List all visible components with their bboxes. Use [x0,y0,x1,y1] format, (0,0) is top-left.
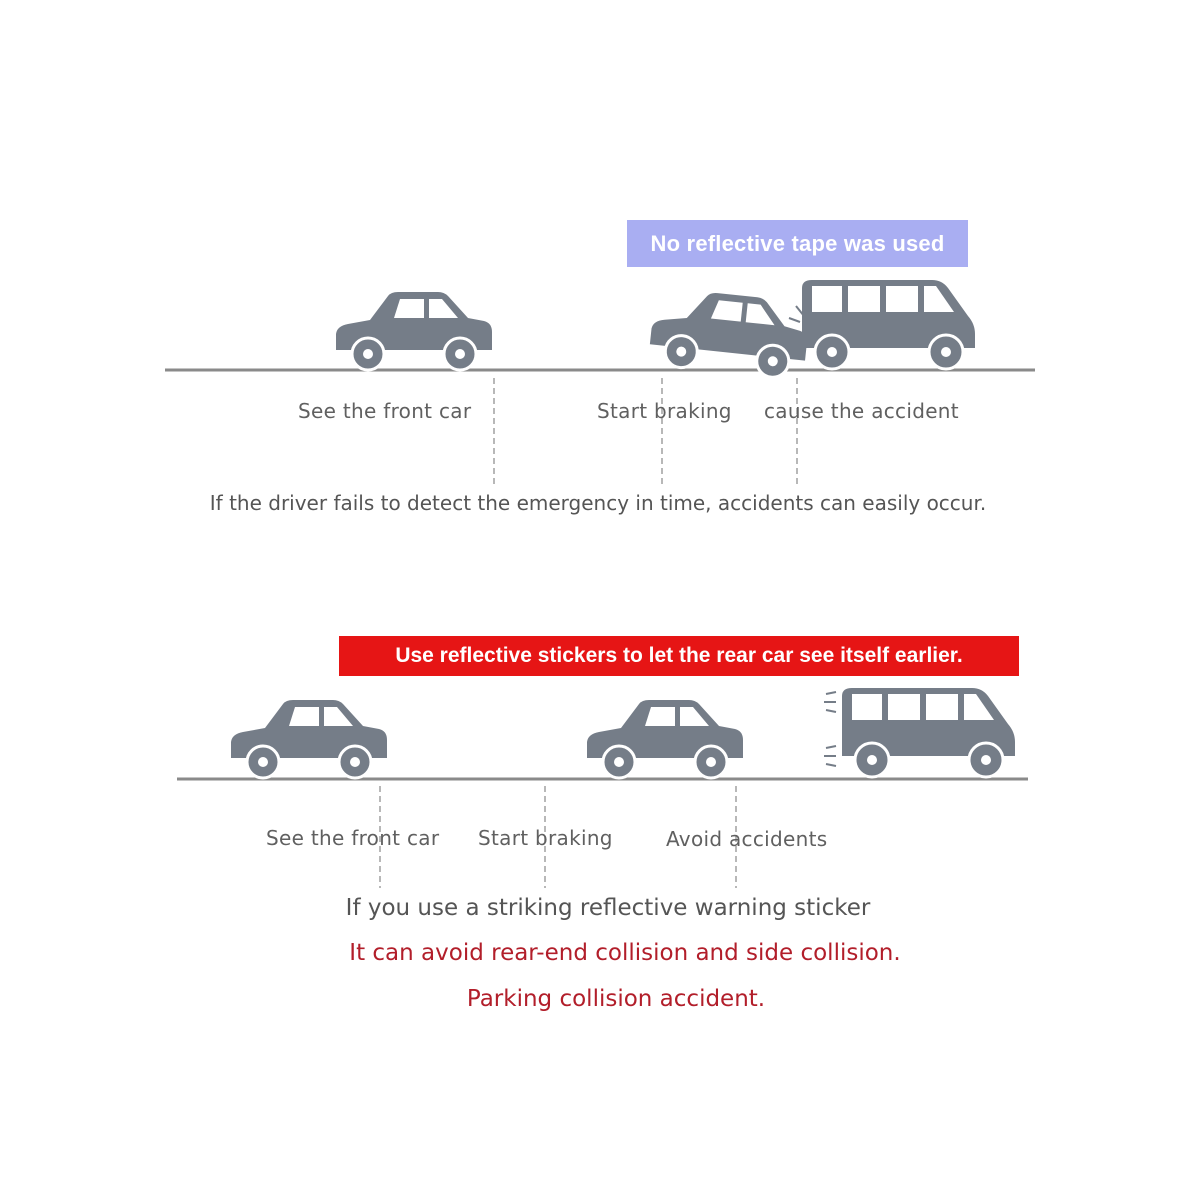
banner-no-reflective-tape: No reflective tape was used [627,220,968,267]
reflective-glow-marks [824,692,836,766]
label-see-front-car-bottom: See the front car [266,826,440,850]
car-front-top [336,292,492,370]
label-start-braking-top: Start braking [597,399,732,423]
label-avoid-accidents: Avoid accidents [666,827,828,851]
banner-use-reflective-stickers: Use reflective stickers to let the rear car see itself earlier. [339,636,1019,676]
timeline-guides-top [494,378,797,486]
benefit-line-2: Parking collision accident. [466,986,766,1012]
label-start-braking-bottom: Start braking [478,826,613,850]
label-cause-accident: cause the accident [764,399,959,423]
van-reflective [842,688,1015,777]
note-without-reflective: If the driver fails to detect the emergency in time, accidents can easily occur. [209,491,987,515]
note-with-reflective: If you use a striking reflective warning sticker [345,895,871,921]
car-braking-bottom [587,700,743,778]
label-see-front-car-top: See the front car [298,399,472,423]
benefit-line-1: It can avoid rear-end collision and side collision. [349,940,901,966]
car-braking-crash [648,287,811,381]
car-rear-bottom [231,700,387,778]
van-crashed [802,280,975,369]
